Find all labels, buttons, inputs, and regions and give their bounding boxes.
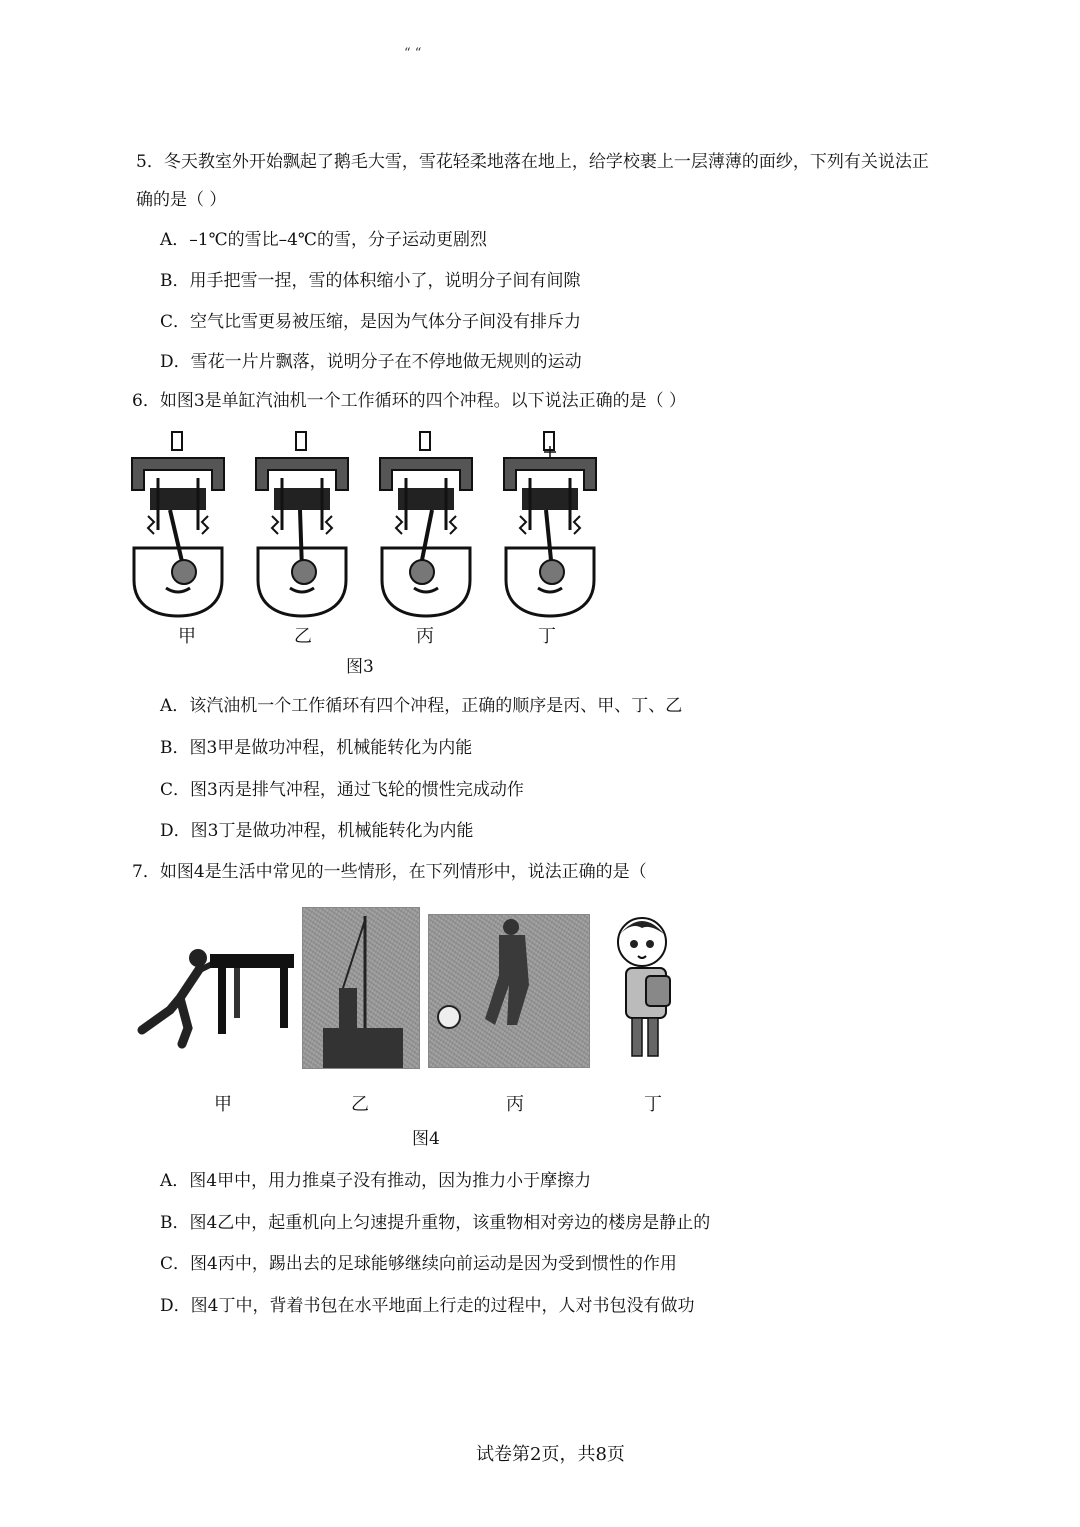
page-footer: 试卷第2页，共8页 xyxy=(476,1444,625,1465)
q7-option-d: D．图4丁中，背着书包在水平地面上行走的过程中，人对书包没有做功 xyxy=(160,1296,695,1316)
figure-child-with-backpack xyxy=(610,912,682,1062)
q6-option-b: B．图3甲是做功冲程，机械能转化为内能 xyxy=(160,738,473,758)
engine-diagram-bing xyxy=(376,430,476,620)
fig4-label-bing: 丙 xyxy=(506,1094,524,1115)
q7-option-a: A．图4甲中，用力推桌子没有推动，因为推力小于摩擦力 xyxy=(160,1171,592,1191)
q5-stem-line2: 确的是（ ） xyxy=(136,190,227,210)
fig3-label-bing: 丙 xyxy=(416,626,434,647)
q6-stem: 6．如图3是单缸汽油机一个工作循环的四个冲程。以下说法正确的是（ ） xyxy=(132,391,687,411)
q6-option-d: D．图3丁是做功冲程，机械能转化为内能 xyxy=(160,821,474,841)
fig4-label-jia: 甲 xyxy=(214,1094,232,1115)
fig3-label-jia: 甲 xyxy=(178,626,196,647)
q5-option-b: B．用手把雪一捏，雪的体积缩小了，说明分子间有间隙 xyxy=(160,271,581,291)
fig4-label-ding: 丁 xyxy=(644,1094,662,1115)
engine-diagram-yi xyxy=(252,430,352,620)
q5-option-d: D．雪花一片片飘落，说明分子在不停地做无规则的运动 xyxy=(160,352,582,372)
fig3-caption: 图3 xyxy=(346,657,374,677)
header-marks: “ “ xyxy=(404,46,422,61)
fig3-label-yi: 乙 xyxy=(294,626,312,647)
q6-option-c: C．图3丙是排气冲程，通过飞轮的惯性完成动作 xyxy=(160,780,524,800)
q7-option-b: B．图4乙中，起重机向上匀速提升重物，该重物相对旁边的楼房是静止的 xyxy=(160,1213,711,1233)
fig3-label-ding: 丁 xyxy=(538,626,556,647)
engine-diagram-ding xyxy=(500,430,600,620)
engine-diagram-jia xyxy=(128,430,228,620)
q5-stem-line1: 5．冬天教室外开始飘起了鹅毛大雪，雪花轻柔地落在地上，给学校裹上一层薄薄的面纱，下列有关说法正 xyxy=(136,152,929,172)
fig4-label-yi: 乙 xyxy=(351,1094,369,1115)
q7-stem: 7．如图4是生活中常见的一些情形，在下列情形中，说法正确的是（ xyxy=(132,862,647,882)
q6-option-a: A．该汽油机一个工作循环有四个冲程，正确的顺序是丙、甲、丁、乙 xyxy=(160,696,683,716)
photo-kicking-soccer-ball xyxy=(428,914,590,1068)
fig4-caption: 图4 xyxy=(412,1129,440,1149)
q7-option-c: C．图4丙中，踢出去的足球能够继续向前运动是因为受到惯性的作用 xyxy=(160,1254,677,1274)
q5-option-c: C．空气比雪更易被压缩，是因为气体分子间没有排斥力 xyxy=(160,312,582,332)
q5-option-a: A．–1℃的雪比–4℃的雪，分子运动更剧烈 xyxy=(160,230,487,250)
photo-crane-lifting xyxy=(302,907,420,1069)
figure-person-pushing-table xyxy=(130,940,298,1052)
